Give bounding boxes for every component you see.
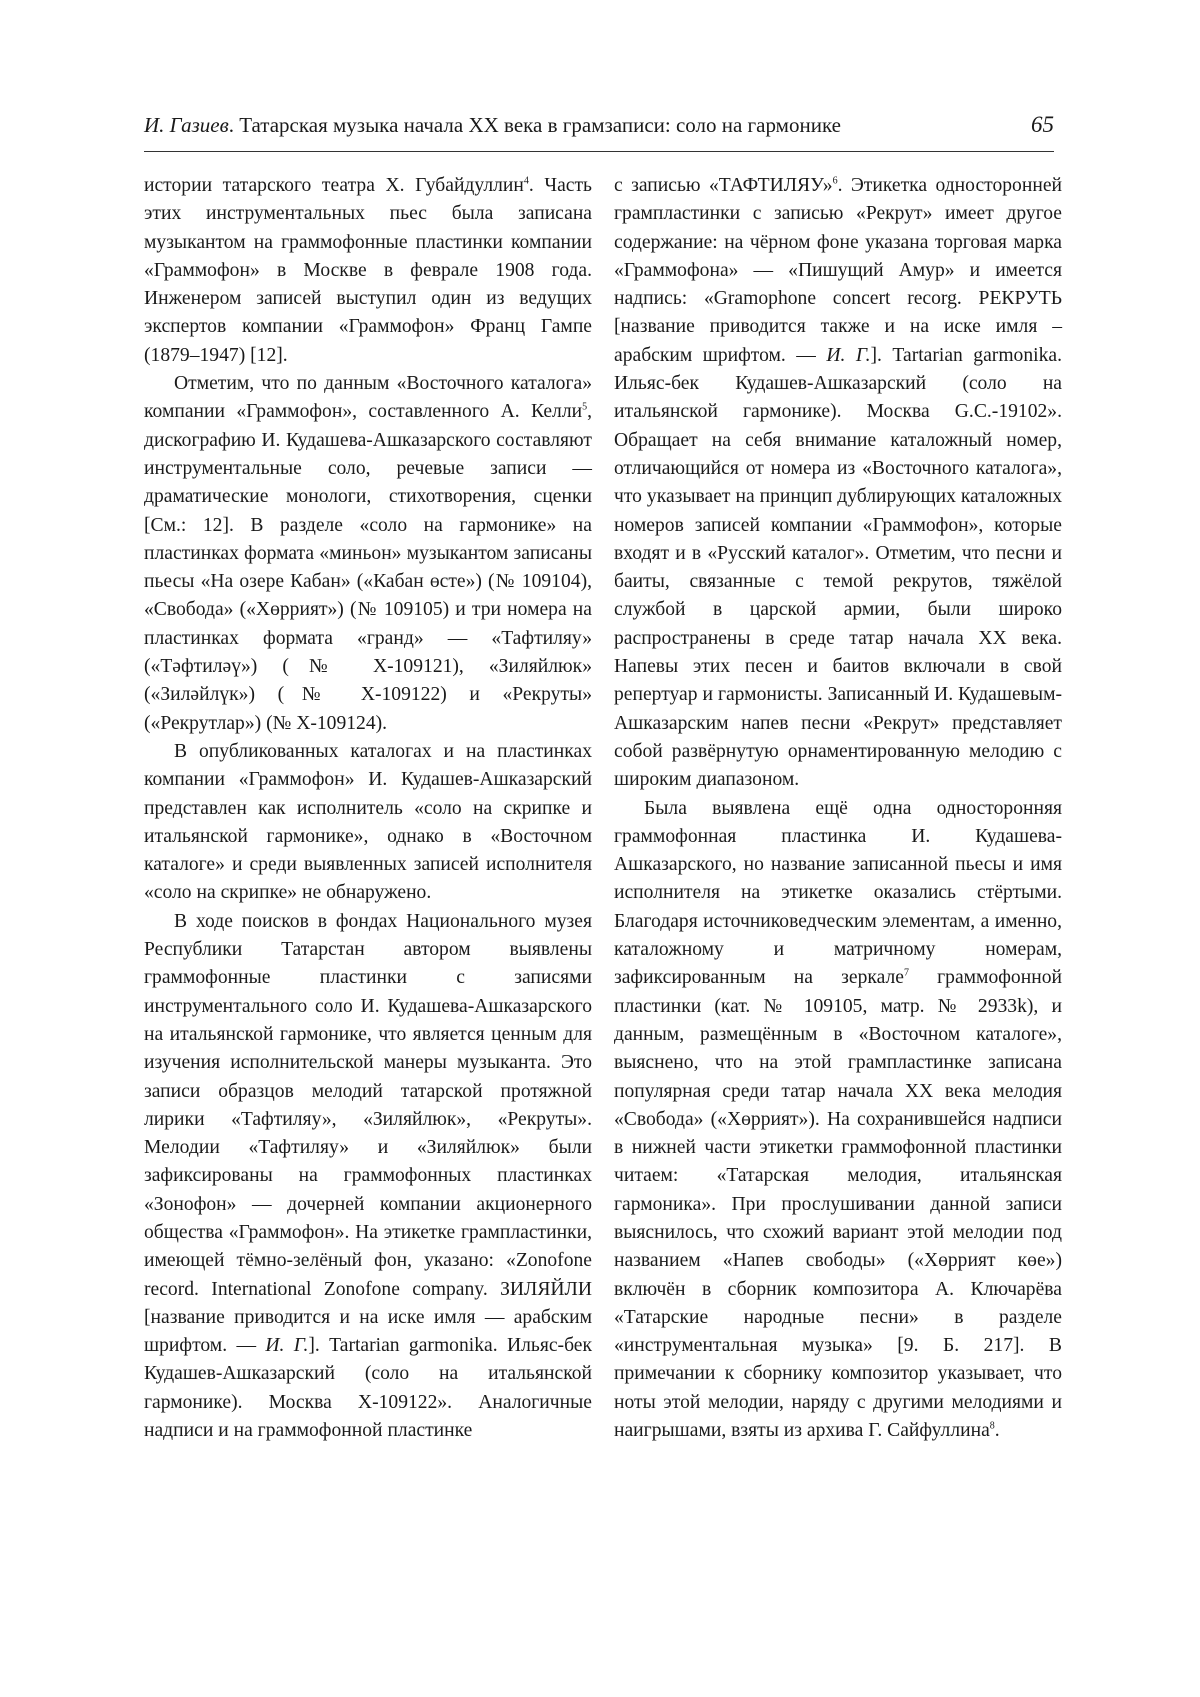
- footnote-marker: 6: [832, 175, 838, 187]
- paragraph: [144, 172, 592, 370]
- right-column: [614, 172, 1062, 1445]
- paragraph-text: Отметим, что по данным «Восточного каталога» компании «Граммофон», составленного А. Келли: [144, 373, 592, 423]
- paragraph-text: , дискографию И. Кудашева-Ашказарского составляют инструментальные соло, речевые записи — драматические монологи, стихотворения, сценки [См.: 12]. В разделе «соло на гармонике» на пластинках формата «миньон» музыкантом записаны пьесы «На озере Кабан» («Кабан өсте») (№ 109104), «Свобода» («Хөррият») (№ 109105) и три номера на пластинках формата «гранд» — «Тафтиляу» («Тәфтиләү») (№ Х-109121), «Зиляйлюк» («Зиләйлүк») (№ Х-109122) и «Рекруты» («Рекрутлар») (№ Х-109124).: [144, 401, 592, 734]
- paragraph-text: . Этикетка односторонней грампластинки с записью «Рекрут» имеет другое содержание: на чёрном фоне указана торговая марка «Граммофона» — «Пишущий Амур» и имеется надпись: «Gramophone concert recorg. РЕКРУТЬ [название приводится также и на иске имля – арабским шрифтом. —: [614, 175, 1062, 366]
- page-number: 65: [1031, 112, 1054, 137]
- paragraph-text: Была выявлена ещё одна односторонняя граммофонная пластинка И. Кудашева-Ашказарского, но название записанной пьесы и имя исполнителя на этикетке оказались стёртыми. Благодаря источниковедческим элементам, а именно, каталожному и матричному номерам, зафиксированным на зеркале: [614, 797, 1062, 989]
- paragraph-text: ]. Tartarian garmonika. Ильяс-бек Кудашев-Ашказарский (соло на итальянской гармонике). Москва G.C.-19102». Обращает на себя внимание каталожный номер, отличающийся от номера из «Восточного каталога», что указывает на принцип дублирующих каталожных номеров записей компании «Граммофон», которые входят и в «Русский каталог». Отметим, что песни и баиты, связанные с темой рекрутов, тяжёлой службой в царской армии, были широко распространены в среде татар начала ХХ века. Напевы этих песен и баитов включали в свой репертуар и гармонисты. Записанный И. Кудашевым-Ашказарским напев песни «Рекрут» представляет собой развёрнутую орнаментированную мелодию с широким диапазоном.: [614, 344, 1062, 791]
- paragraph: [144, 908, 592, 1446]
- paragraph-text: с записью «ТАФТИЛЯУ»: [614, 175, 833, 196]
- header-author: И. Газиев: [144, 113, 229, 137]
- initials: И. Г.: [265, 1335, 309, 1357]
- paragraph-text: ]. Tartarian garmonika. Ильяс-бек Кудашев-Ашказарский (соло на итальянской гармонике). Москва Х-109122». Аналогичные надписи и на граммофонной пластинке: [144, 1335, 592, 1442]
- paragraph-text: истории татарского театра Х. Губайдуллин: [144, 175, 524, 196]
- paragraph-text: граммофонной пластинки (кат. № 109105, матр. № 2933k), и данным, размещённым в «Восточном каталоге», выяснено, что на этой грампластинке записана популярная среди татар начала ХХ века мелодия «Свобода» («Хөррият»). На сохранившейся надписи в нижней части этикетки граммофонной пластинки читаем: «Татарская мелодия, итальянская гармоника». При прослушивании данной записи выяснилось, что схожий вариант этой мелодии под названием «Напев свободы» («Хөррият көе») включён в сборник композитора А. Ключарёва «Татарские народные песни» в разделе «инструментальная музыка» [9. Б. 217]. В примечании к сборнику композитор указывает, что ноты этой мелодии, наряду с другими мелодиями и наигрышами, взяты из архива Г. Сайфуллина: [614, 967, 1062, 1442]
- running-header: [144, 112, 1054, 148]
- footnote-marker: 5: [582, 401, 588, 413]
- paragraph: [614, 172, 1062, 795]
- paragraph: [144, 370, 592, 738]
- paragraph-text: В ходе поисков в фондах Национального музея Республики Татарстан автором выявлены граммофонные пластинки с записями инструментального соло И. Кудашева-Ашказарского на итальянской гармонике, что является ценным для изучения исполнительской манеры музыканта. Это записи образцов мелодий татарской протяжной лирики «Тафтиляу», «Зиляйлюк», «Рекруты». Мелодии «Тафтиляу» и «Зиляйлюк» были зафиксированы на граммофонных пластинках «Зонофон» — дочерней компании акционерного общества «Граммофон». На этикетке грампластинки, имеющей тёмно-зелёный фон, указано: «Zonofone record. International Zonofone company. ЗИЛЯЙЛИ [название приводится и на иске имля — арабским шрифтом. —: [144, 910, 592, 1357]
- paragraph: [614, 795, 1062, 1446]
- left-column: [144, 172, 592, 1445]
- footnote-marker: 8: [989, 1420, 995, 1432]
- initials: И. Г.: [826, 344, 871, 366]
- paragraph-text: . Часть этих инструментальных пьес была записана музыкантом на граммофонные пластинки компании «Граммофон» в Москве в феврале 1908 года. Инженером записей выступил один из ведущих экспертов компании «Граммофон» Франц Гампе (1879–1947) [12].: [144, 175, 592, 366]
- header-rule: [144, 151, 1054, 152]
- footnote-marker: 7: [903, 967, 909, 979]
- header-title: . Татарская музыка начала ХХ века в грамзаписи: соло на гармонике: [228, 113, 841, 137]
- footnote-marker: 4: [523, 175, 529, 187]
- paragraph: В опубликованных каталогах и на пластинках компании «Граммофон» И. Кудашев-Ашказарский представлен как исполнитель «соло на скрипке и итальянской гармонике», однако в «Восточном каталоге» и среди выявленных записей исполнителя «соло на скрипке» не обнаружено.: [144, 740, 592, 904]
- paragraph-text: .: [994, 1420, 1000, 1442]
- running-title: [144, 113, 841, 138]
